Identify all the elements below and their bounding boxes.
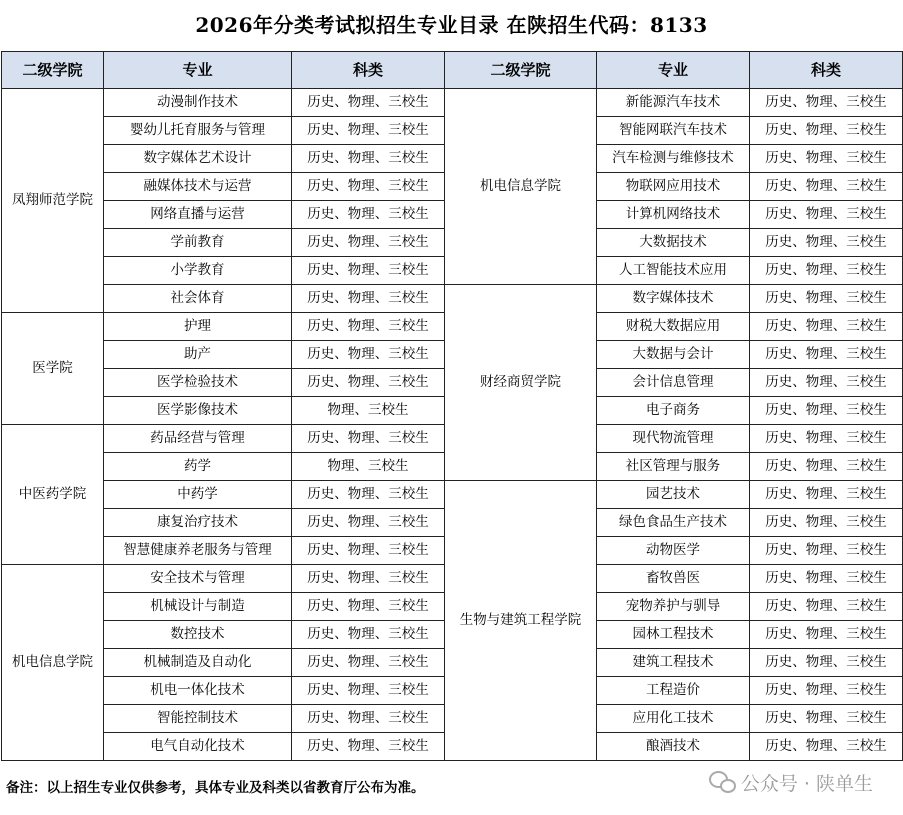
right-subjects-cell: 历史、物理、三校生 xyxy=(750,145,903,173)
left-subjects-cell: 历史、物理、三校生 xyxy=(292,89,445,117)
table-body xyxy=(2,89,903,761)
right-subjects-cell: 历史、物理、三校生 xyxy=(750,397,903,425)
right-subjects-cell: 历史、物理、三校生 xyxy=(750,257,903,285)
right-major-cell: 计算机网络技术 xyxy=(597,201,750,229)
left-major-cell: 电气自动化技术 xyxy=(104,733,292,761)
right-major-cell: 动物医学 xyxy=(597,537,750,565)
left-major-cell: 数字媒体艺术设计 xyxy=(104,145,292,173)
left-major-cell: 机电一体化技术 xyxy=(104,677,292,705)
left-subjects-cell: 物理、三校生 xyxy=(292,453,445,481)
table-row xyxy=(2,481,903,509)
left-major-cell: 药品经营与管理 xyxy=(104,425,292,453)
right-major-cell: 酿酒技术 xyxy=(597,733,750,761)
left-subjects-cell: 历史、物理、三校生 xyxy=(292,285,445,313)
left-subjects-cell: 历史、物理、三校生 xyxy=(292,145,445,173)
left-major-cell: 学前教育 xyxy=(104,229,292,257)
left-subjects-cell: 历史、物理、三校生 xyxy=(292,537,445,565)
right-major-cell: 物联网应用技术 xyxy=(597,173,750,201)
right-major-cell: 应用化工技术 xyxy=(597,705,750,733)
left-major-cell: 医学影像技术 xyxy=(104,397,292,425)
header-college-right: 二级学院 xyxy=(445,52,597,89)
left-major-cell: 医学检验技术 xyxy=(104,369,292,397)
right-major-cell: 新能源汽车技术 xyxy=(597,89,750,117)
right-major-cell: 现代物流管理 xyxy=(597,425,750,453)
right-major-cell: 会计信息管理 xyxy=(597,369,750,397)
right-subjects-cell: 历史、物理、三校生 xyxy=(750,173,903,201)
left-college-cell: 医学院 xyxy=(2,313,104,425)
left-major-cell: 智慧健康养老服务与管理 xyxy=(104,537,292,565)
left-major-cell: 婴幼儿托育服务与管理 xyxy=(104,117,292,145)
right-major-cell: 汽车检测与维修技术 xyxy=(597,145,750,173)
right-major-cell: 宠物养护与驯导 xyxy=(597,593,750,621)
right-subjects-cell: 历史、物理、三校生 xyxy=(750,649,903,677)
right-subjects-cell: 历史、物理、三校生 xyxy=(750,509,903,537)
left-major-cell: 数控技术 xyxy=(104,621,292,649)
right-major-cell: 数字媒体技术 xyxy=(597,285,750,313)
left-major-cell: 小学教育 xyxy=(104,257,292,285)
table-row xyxy=(2,89,903,117)
header-major-left: 专业 xyxy=(104,52,292,89)
right-subjects-cell: 历史、物理、三校生 xyxy=(750,677,903,705)
right-subjects-cell: 历史、物理、三校生 xyxy=(750,117,903,145)
left-subjects-cell: 历史、物理、三校生 xyxy=(292,201,445,229)
table-row xyxy=(2,285,903,313)
right-subjects-cell: 历史、物理、三校生 xyxy=(750,425,903,453)
right-major-cell: 大数据技术 xyxy=(597,229,750,257)
left-subjects-cell: 历史、物理、三校生 xyxy=(292,649,445,677)
left-major-cell: 机械设计与制造 xyxy=(104,593,292,621)
left-major-cell: 助产 xyxy=(104,341,292,369)
right-major-cell: 人工智能技术应用 xyxy=(597,257,750,285)
right-major-cell: 绿色食品生产技术 xyxy=(597,509,750,537)
right-subjects-cell: 历史、物理、三校生 xyxy=(750,537,903,565)
right-major-cell: 智能网联汽车技术 xyxy=(597,117,750,145)
left-major-cell: 动漫制作技术 xyxy=(104,89,292,117)
right-major-cell: 财税大数据应用 xyxy=(597,313,750,341)
right-subjects-cell: 历史、物理、三校生 xyxy=(750,285,903,313)
right-major-cell: 园林工程技术 xyxy=(597,621,750,649)
header-college-left: 二级学院 xyxy=(2,52,104,89)
right-subjects-cell: 历史、物理、三校生 xyxy=(750,369,903,397)
left-subjects-cell: 历史、物理、三校生 xyxy=(292,621,445,649)
right-subjects-cell: 历史、物理、三校生 xyxy=(750,313,903,341)
left-subjects-cell: 历史、物理、三校生 xyxy=(292,565,445,593)
left-subjects-cell: 历史、物理、三校生 xyxy=(292,117,445,145)
footnote: 备注：以上招生专业仅供参考，具体专业及科类以省教育厅公布为准。 xyxy=(6,780,425,796)
left-major-cell: 融媒体技术与运营 xyxy=(104,173,292,201)
watermark-text: 公众号 · 陕单生 xyxy=(740,772,873,795)
right-subjects-cell: 历史、物理、三校生 xyxy=(750,229,903,257)
right-major-cell: 畜牧兽医 xyxy=(597,565,750,593)
left-subjects-cell: 物理、三校生 xyxy=(292,397,445,425)
left-major-cell: 社会体育 xyxy=(104,285,292,313)
major-catalog-table xyxy=(1,51,903,761)
left-major-cell: 中药学 xyxy=(104,481,292,509)
left-subjects-cell: 历史、物理、三校生 xyxy=(292,481,445,509)
right-subjects-cell: 历史、物理、三校生 xyxy=(750,89,903,117)
right-college-cell: 生物与建筑工程学院 xyxy=(445,481,597,761)
right-subjects-cell: 历史、物理、三校生 xyxy=(750,453,903,481)
right-major-cell: 大数据与会计 xyxy=(597,341,750,369)
left-major-cell: 护理 xyxy=(104,313,292,341)
left-major-cell: 机械制造及自动化 xyxy=(104,649,292,677)
right-subjects-cell: 历史、物理、三校生 xyxy=(750,201,903,229)
left-college-cell: 中医药学院 xyxy=(2,425,104,565)
right-subjects-cell: 历史、物理、三校生 xyxy=(750,481,903,509)
right-college-cell: 财经商贸学院 xyxy=(445,285,597,481)
right-major-cell: 园艺技术 xyxy=(597,481,750,509)
right-college-cell: 机电信息学院 xyxy=(445,89,597,285)
left-major-cell: 康复治疗技术 xyxy=(104,509,292,537)
right-major-cell: 社区管理与服务 xyxy=(597,453,750,481)
header-subjects-left: 科类 xyxy=(292,52,445,89)
header-subjects-right: 科类 xyxy=(750,52,903,89)
left-subjects-cell: 历史、物理、三校生 xyxy=(292,229,445,257)
page-title: 2026年分类考试拟招生专业目录 在陕招生代码：8133 xyxy=(195,13,708,37)
left-college-cell: 凤翔师范学院 xyxy=(2,89,104,313)
right-subjects-cell: 历史、物理、三校生 xyxy=(750,341,903,369)
right-subjects-cell: 历史、物理、三校生 xyxy=(750,705,903,733)
left-subjects-cell: 历史、物理、三校生 xyxy=(292,341,445,369)
right-subjects-cell: 历史、物理、三校生 xyxy=(750,733,903,761)
left-subjects-cell: 历史、物理、三校生 xyxy=(292,677,445,705)
right-subjects-cell: 历史、物理、三校生 xyxy=(750,621,903,649)
left-major-cell: 药学 xyxy=(104,453,292,481)
left-subjects-cell: 历史、物理、三校生 xyxy=(292,593,445,621)
left-subjects-cell: 历史、物理、三校生 xyxy=(292,313,445,341)
right-subjects-cell: 历史、物理、三校生 xyxy=(750,565,903,593)
left-subjects-cell: 历史、物理、三校生 xyxy=(292,509,445,537)
left-subjects-cell: 历史、物理、三校生 xyxy=(292,733,445,761)
left-major-cell: 安全技术与管理 xyxy=(104,565,292,593)
wechat-icon xyxy=(709,771,735,793)
right-subjects-cell: 历史、物理、三校生 xyxy=(750,593,903,621)
right-major-cell: 工程造价 xyxy=(597,677,750,705)
right-major-cell: 建筑工程技术 xyxy=(597,649,750,677)
left-subjects-cell: 历史、物理、三校生 xyxy=(292,257,445,285)
header-major-right: 专业 xyxy=(597,52,750,89)
left-subjects-cell: 历史、物理、三校生 xyxy=(292,705,445,733)
left-major-cell: 网络直播与运营 xyxy=(104,201,292,229)
left-subjects-cell: 历史、物理、三校生 xyxy=(292,369,445,397)
left-subjects-cell: 历史、物理、三校生 xyxy=(292,173,445,201)
left-subjects-cell: 历史、物理、三校生 xyxy=(292,425,445,453)
left-major-cell: 智能控制技术 xyxy=(104,705,292,733)
watermark xyxy=(709,765,873,799)
left-college-cell: 机电信息学院 xyxy=(2,565,104,761)
table-header-row xyxy=(2,52,903,89)
right-major-cell: 电子商务 xyxy=(597,397,750,425)
